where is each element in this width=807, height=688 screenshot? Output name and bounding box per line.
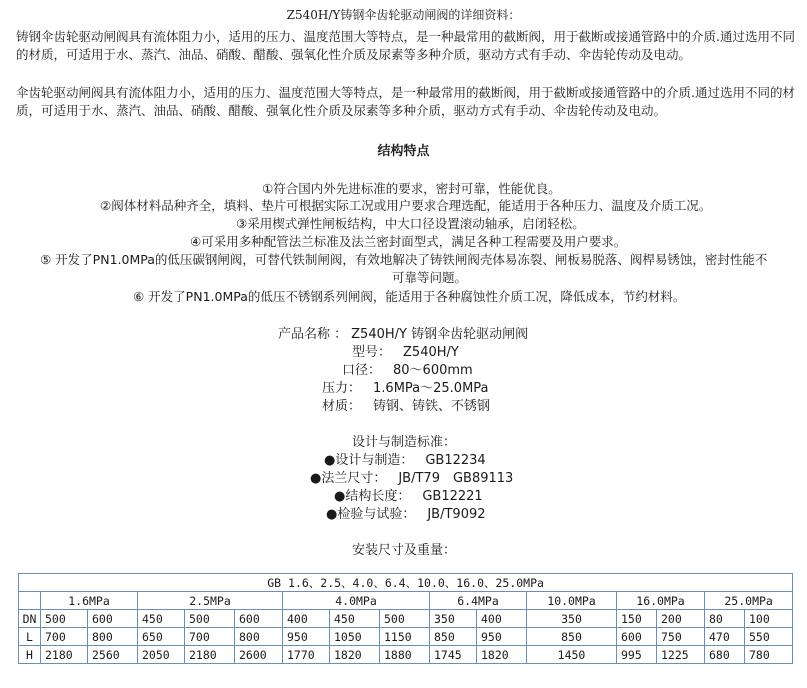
row-label: H — [19, 646, 41, 664]
spec-material — [322, 395, 490, 414]
spec-value: 80～600mm — [393, 363, 473, 378]
standard-value: JB/T9092 — [427, 507, 486, 522]
feature-item-4: ④可采用多种配管法兰标准及法兰密封面型式，满足各种工程需要及用户要求。 — [190, 234, 627, 249]
table-row-l — [19, 628, 793, 646]
spec-label: 压力： — [322, 381, 362, 396]
standard-label: ●法兰尺寸： — [310, 471, 387, 486]
standard-test — [326, 503, 486, 522]
table-cell: 450 — [138, 610, 185, 628]
table-row-dn — [19, 610, 793, 628]
table-cell: 1745 — [430, 646, 477, 664]
table-cell: 400 — [477, 610, 527, 628]
table-cell: 470 — [705, 628, 745, 646]
table-cell: 500 — [380, 610, 430, 628]
table-cell: 680 — [705, 646, 745, 664]
row-label: DN — [19, 610, 41, 628]
table-cell: 350 — [527, 610, 617, 628]
table-cell: 1770 — [283, 646, 330, 664]
pressure-header: 2.5MPa — [138, 592, 283, 610]
table-cell: 650 — [138, 628, 185, 646]
table-cell: 950 — [477, 628, 527, 646]
page-title: Z540H/Y铸钢伞齿轮驱动闸阀的详细资料： — [286, 8, 521, 22]
features-title: 结构特点 — [377, 144, 430, 159]
table-title-row — [19, 574, 793, 592]
pressure-header: 16.0MPa — [617, 592, 705, 610]
table-title: GB 1.6、2.5、4.0、6.4、10.0、16.0、25.0MPa — [19, 574, 793, 592]
standard-label: ●设计与制造： — [324, 453, 414, 468]
table-cell: 600 — [88, 610, 138, 628]
standard-value: GB12221 — [422, 489, 483, 504]
table-cell: 100 — [745, 610, 793, 628]
table-cell: 1150 — [380, 628, 430, 646]
standard-label: ●结构长度： — [334, 489, 411, 504]
header-blank — [19, 592, 41, 610]
table-cell: 700 — [41, 628, 88, 646]
table-cell: 1820 — [330, 646, 380, 664]
table-cell: 995 — [617, 646, 657, 664]
table-row-h — [19, 646, 793, 664]
table-cell: 850 — [527, 628, 617, 646]
table-cell: 2600 — [235, 646, 283, 664]
spec-label: 材质： — [322, 399, 362, 414]
table-cell: 1450 — [527, 646, 617, 664]
table-cell: 1820 — [477, 646, 527, 664]
spec-value: 1.6MPa～25.0MPa — [373, 381, 489, 396]
spec-value: Z540H/Y — [403, 345, 459, 360]
table-cell: 2560 — [88, 646, 138, 664]
spec-diameter — [342, 359, 473, 378]
table-cell: 800 — [235, 628, 283, 646]
standard-value: GB12234 — [425, 453, 486, 468]
table-cell: 2050 — [138, 646, 185, 664]
table-cell: 1880 — [380, 646, 430, 664]
table-cell: 800 — [88, 628, 138, 646]
standard-label: ●检验与试验： — [326, 507, 416, 522]
spec-label: 产品名称 ： — [278, 327, 348, 342]
feature-item-5: ⑤ 开发了PN1.0MPa的低压碳钢闸阀，可替代铁制闸阀，有效地解决了铸铁闸阀壳体易冻裂、闸板易脱落、阀桿易锈蚀，密封性能不 — [40, 252, 768, 267]
row-label: L — [19, 628, 41, 646]
table-cell: 350 — [430, 610, 477, 628]
table-cell: 700 — [185, 628, 235, 646]
standard-design — [324, 449, 486, 468]
feature-item-6: ⑥ 开发了PN1.0MPa的低压不锈钢系列闸阀，能适用于各种腐蚀性介质工况，降低成本，节约材料。 — [133, 289, 686, 304]
dimensions-table — [18, 573, 793, 664]
pressure-header: 1.6MPa — [41, 592, 138, 610]
table-cell: 500 — [185, 610, 235, 628]
table-cell: 600 — [235, 610, 283, 628]
table-cell: 450 — [330, 610, 380, 628]
table-cell: 600 — [617, 628, 657, 646]
table-cell: 850 — [430, 628, 477, 646]
table-cell: 400 — [283, 610, 330, 628]
feature-item-3: ③采用楔式弹性闸板结构，中大口径设置滚动轴承，启闭轻松。 — [236, 216, 585, 231]
table-cell: 550 — [745, 628, 793, 646]
table-cell: 150 — [617, 610, 657, 628]
standard-value: JB/T79 GB89113 — [398, 471, 514, 486]
pressure-header: 4.0MPa — [283, 592, 430, 610]
intro-paragraph-1: 铸钢伞齿轮驱动闸阀具有流体阻力小，适用的压力、温度范围大等特点，是一种最常用的截断阀，用于截断或接通管路中的介质.通过选用不同的材质，可适用于水、蒸汽、油品、硝酸、醋酸、强氧化性介质及尿素等多种介质，驱动方式有手动、伞齿轮传动及电动。 — [16, 29, 795, 62]
spec-label: 口径： — [342, 363, 382, 378]
table-cell: 1050 — [330, 628, 380, 646]
dimensions-title: 安装尺寸及重量： — [352, 543, 457, 558]
table-cell: 500 — [41, 610, 88, 628]
feature-item-5-cont: 可靠等问题。 — [392, 270, 468, 285]
table-cell: 950 — [283, 628, 330, 646]
feature-item-1: ①符合国内外先进标准的要求，密封可靠，性能优良。 — [262, 181, 561, 196]
pressure-header-row — [19, 592, 793, 610]
spec-value: 铸钢、铸铁、不锈钢 — [373, 399, 491, 414]
spec-product-name — [278, 323, 528, 342]
spec-pressure — [322, 377, 489, 396]
table-cell: 2180 — [41, 646, 88, 664]
spec-label: 型号： — [352, 345, 392, 360]
pressure-header: 25.0MPa — [705, 592, 793, 610]
table-cell: 2180 — [185, 646, 235, 664]
table-cell: 80 — [705, 610, 745, 628]
pressure-header: 6.4MPa — [430, 592, 527, 610]
table-cell: 750 — [657, 628, 705, 646]
spec-model — [352, 341, 459, 360]
spec-value: Z540H/Y 铸钢伞齿轮驱动闸阀 — [351, 327, 529, 342]
intro-paragraph-2: 伞齿轮驱动闸阀具有流体阻力小，适用的压力、温度范围大等特点，是一种最常用的截断阀，用于截断或接通管路中的介质.通过选用不同的材质，可适用于水、蒸汽、油品、硝酸、醋酸、强氧化性介质及尿素等多种介质，驱动方式有手动、伞齿轮传动及电动。 — [16, 85, 795, 118]
table-cell: 780 — [745, 646, 793, 664]
standards-title: 设计与制造标准： — [352, 435, 457, 450]
pressure-header: 10.0MPa — [527, 592, 617, 610]
feature-item-2: ②阀体材料品种齐全，填料、垫片可根据实际工况或用户要求合理选配，能适用于各种压力、温度及介质工况。 — [100, 198, 712, 213]
table-cell: 1225 — [657, 646, 705, 664]
standard-flange — [310, 467, 513, 486]
standard-length — [334, 485, 483, 504]
table-cell: 200 — [657, 610, 705, 628]
